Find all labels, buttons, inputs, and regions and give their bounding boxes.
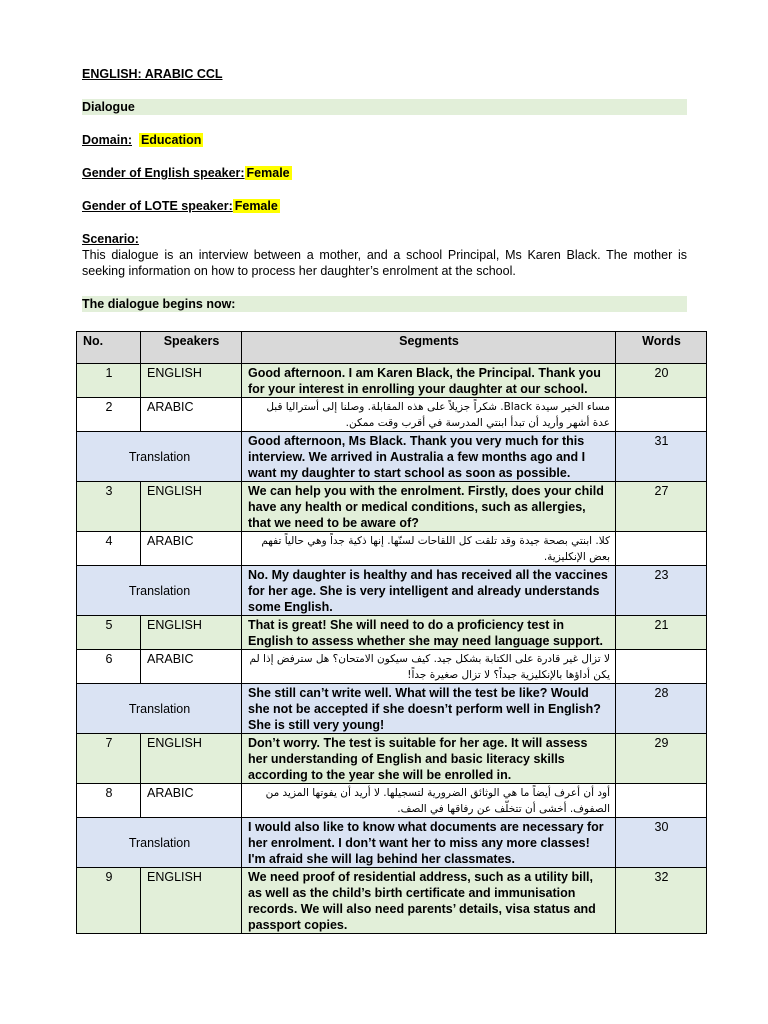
translation-label: Translation xyxy=(77,566,242,616)
table-row xyxy=(77,784,707,818)
row-segment-arabic: مساء الخير سيدة Black. شكراً جزيلاً على هذه المقابلة. وصلنا إلى أستراليا قبل عدة أشهر وأريد أن تبدأ ابنتي المدرسة في أقرب وقت ممكن. xyxy=(242,398,616,432)
table-header-row xyxy=(77,332,707,364)
row-number: 1 xyxy=(77,364,141,398)
row-words: 20 xyxy=(616,364,707,398)
table-row-translation xyxy=(77,818,707,868)
row-words xyxy=(616,398,707,432)
row-speaker: ENGLISH xyxy=(141,364,242,398)
row-segment: I would also like to know what documents are necessary for her enrolment. I don’t want her to miss any more classes! I'm afraid she will lag behind her classmates. xyxy=(242,818,616,868)
row-number: 4 xyxy=(77,532,141,566)
row-segment: We can help you with the enrolment. Firstly, does your child have any health or medical conditions, such as allergies, that we need to be aware of? xyxy=(242,482,616,532)
translation-label: Translation xyxy=(77,432,242,482)
table-row-translation xyxy=(77,432,707,482)
header-segments: Segments xyxy=(242,332,616,364)
table-row-translation xyxy=(77,566,707,616)
domain-label: Domain: xyxy=(82,133,132,147)
lote-gender-value: Female xyxy=(234,199,278,213)
row-segment: Good afternoon. I am Karen Black, the Principal. Thank you for your interest in enrolling your daughter at our school. xyxy=(242,364,616,398)
row-number: 5 xyxy=(77,616,141,650)
dialogue-table xyxy=(76,331,707,934)
document-title: ENGLISH: ARABIC CCL xyxy=(82,67,223,81)
row-speaker: ARABIC xyxy=(141,650,242,684)
row-words xyxy=(616,532,707,566)
row-segment-arabic: أود أن أعرف أيضاً ما هي الوثائق الضرورية لتسجيلها. لا أريد أن يفوتها المزيد من الصفوف. أخشى أن تتخلّف عن رفاقها في الصف. xyxy=(242,784,616,818)
row-number: 6 xyxy=(77,650,141,684)
row-words: 27 xyxy=(616,482,707,532)
header-words: Words xyxy=(616,332,707,364)
english-gender-line xyxy=(82,165,687,181)
document-header xyxy=(82,62,687,312)
domain-value: Education xyxy=(140,133,202,147)
row-words: 21 xyxy=(616,616,707,650)
row-number: 7 xyxy=(77,734,141,784)
domain-line xyxy=(82,132,687,148)
scenario-label: Scenario: xyxy=(82,232,139,246)
table-row xyxy=(77,868,707,934)
row-words: 28 xyxy=(616,684,707,734)
dialogue-begins-heading: The dialogue begins now: xyxy=(82,296,687,312)
table-row xyxy=(77,616,707,650)
row-speaker: ARABIC xyxy=(141,532,242,566)
translation-label: Translation xyxy=(77,684,242,734)
row-segment: No. My daughter is healthy and has received all the vaccines for her age. She is very intelligent and already understands some English. xyxy=(242,566,616,616)
table-row xyxy=(77,364,707,398)
row-segment-arabic: لا تزال غير قادرة على الكتابة بشكل جيد. كيف سيكون الامتحان؟ هل سترفض إذا لم يكن أداؤها بالإنكليزية جيداً؟ لا تزال صغيرة جداً! xyxy=(242,650,616,684)
row-speaker: ARABIC xyxy=(141,398,242,432)
table-row xyxy=(77,734,707,784)
table-row-translation xyxy=(77,684,707,734)
row-segment: We need proof of residential address, such as a utility bill, as well as the child’s birth certificate and immunisation records. We will also need parents’ details, visa status and passport copies. xyxy=(242,868,616,934)
row-number: 8 xyxy=(77,784,141,818)
row-words xyxy=(616,784,707,818)
table-row xyxy=(77,650,707,684)
row-speaker: ENGLISH xyxy=(141,616,242,650)
row-speaker: ARABIC xyxy=(141,784,242,818)
row-speaker: ENGLISH xyxy=(141,734,242,784)
row-segment: That is great! She will need to do a proficiency test in English to assess whether she may need language support. xyxy=(242,616,616,650)
row-speaker: ENGLISH xyxy=(141,482,242,532)
row-words: 29 xyxy=(616,734,707,784)
row-words: 32 xyxy=(616,868,707,934)
english-gender-label: Gender of English speaker: xyxy=(82,166,245,180)
table-row xyxy=(77,482,707,532)
lote-gender-line xyxy=(82,198,687,214)
translation-label: Translation xyxy=(77,818,242,868)
header-no: No. xyxy=(77,332,141,364)
row-number: 3 xyxy=(77,482,141,532)
row-segment: She still can’t write well. What will the test be like? Would she not be accepted if she doesn’t perform well in English? She is still very young! xyxy=(242,684,616,734)
lote-gender-label: Gender of LOTE speaker: xyxy=(82,199,233,213)
row-segment-arabic: كلا. ابنتي بصحة جيدة وقد تلقت كل اللقاحات لسنّها. إنها ذكية جداً وهي حالياً تفهم بعض الإنكليزية. xyxy=(242,532,616,566)
row-words xyxy=(616,650,707,684)
row-speaker: ENGLISH xyxy=(141,868,242,934)
scenario-text: This dialogue is an interview between a mother, and a school Principal, Ms Karen Black. The mother is seeking information on how to process her daughter’s enrolment at the school. xyxy=(82,248,687,278)
row-number: 9 xyxy=(77,868,141,934)
section-dialogue-heading: Dialogue xyxy=(82,99,687,115)
row-segment: Don’t worry. The test is suitable for her age. It will assess her understanding of English and basic literacy skills according to the year she will be enrolled in. xyxy=(242,734,616,784)
english-gender-value: Female xyxy=(246,166,290,180)
row-words: 30 xyxy=(616,818,707,868)
table-row xyxy=(77,532,707,566)
table-row xyxy=(77,398,707,432)
row-number: 2 xyxy=(77,398,141,432)
header-speakers: Speakers xyxy=(141,332,242,364)
row-words: 23 xyxy=(616,566,707,616)
row-words: 31 xyxy=(616,432,707,482)
row-segment: Good afternoon, Ms Black. Thank you very much for this interview. We arrived in Australia a few months ago and I want my daughter to start school as soon as possible. xyxy=(242,432,616,482)
